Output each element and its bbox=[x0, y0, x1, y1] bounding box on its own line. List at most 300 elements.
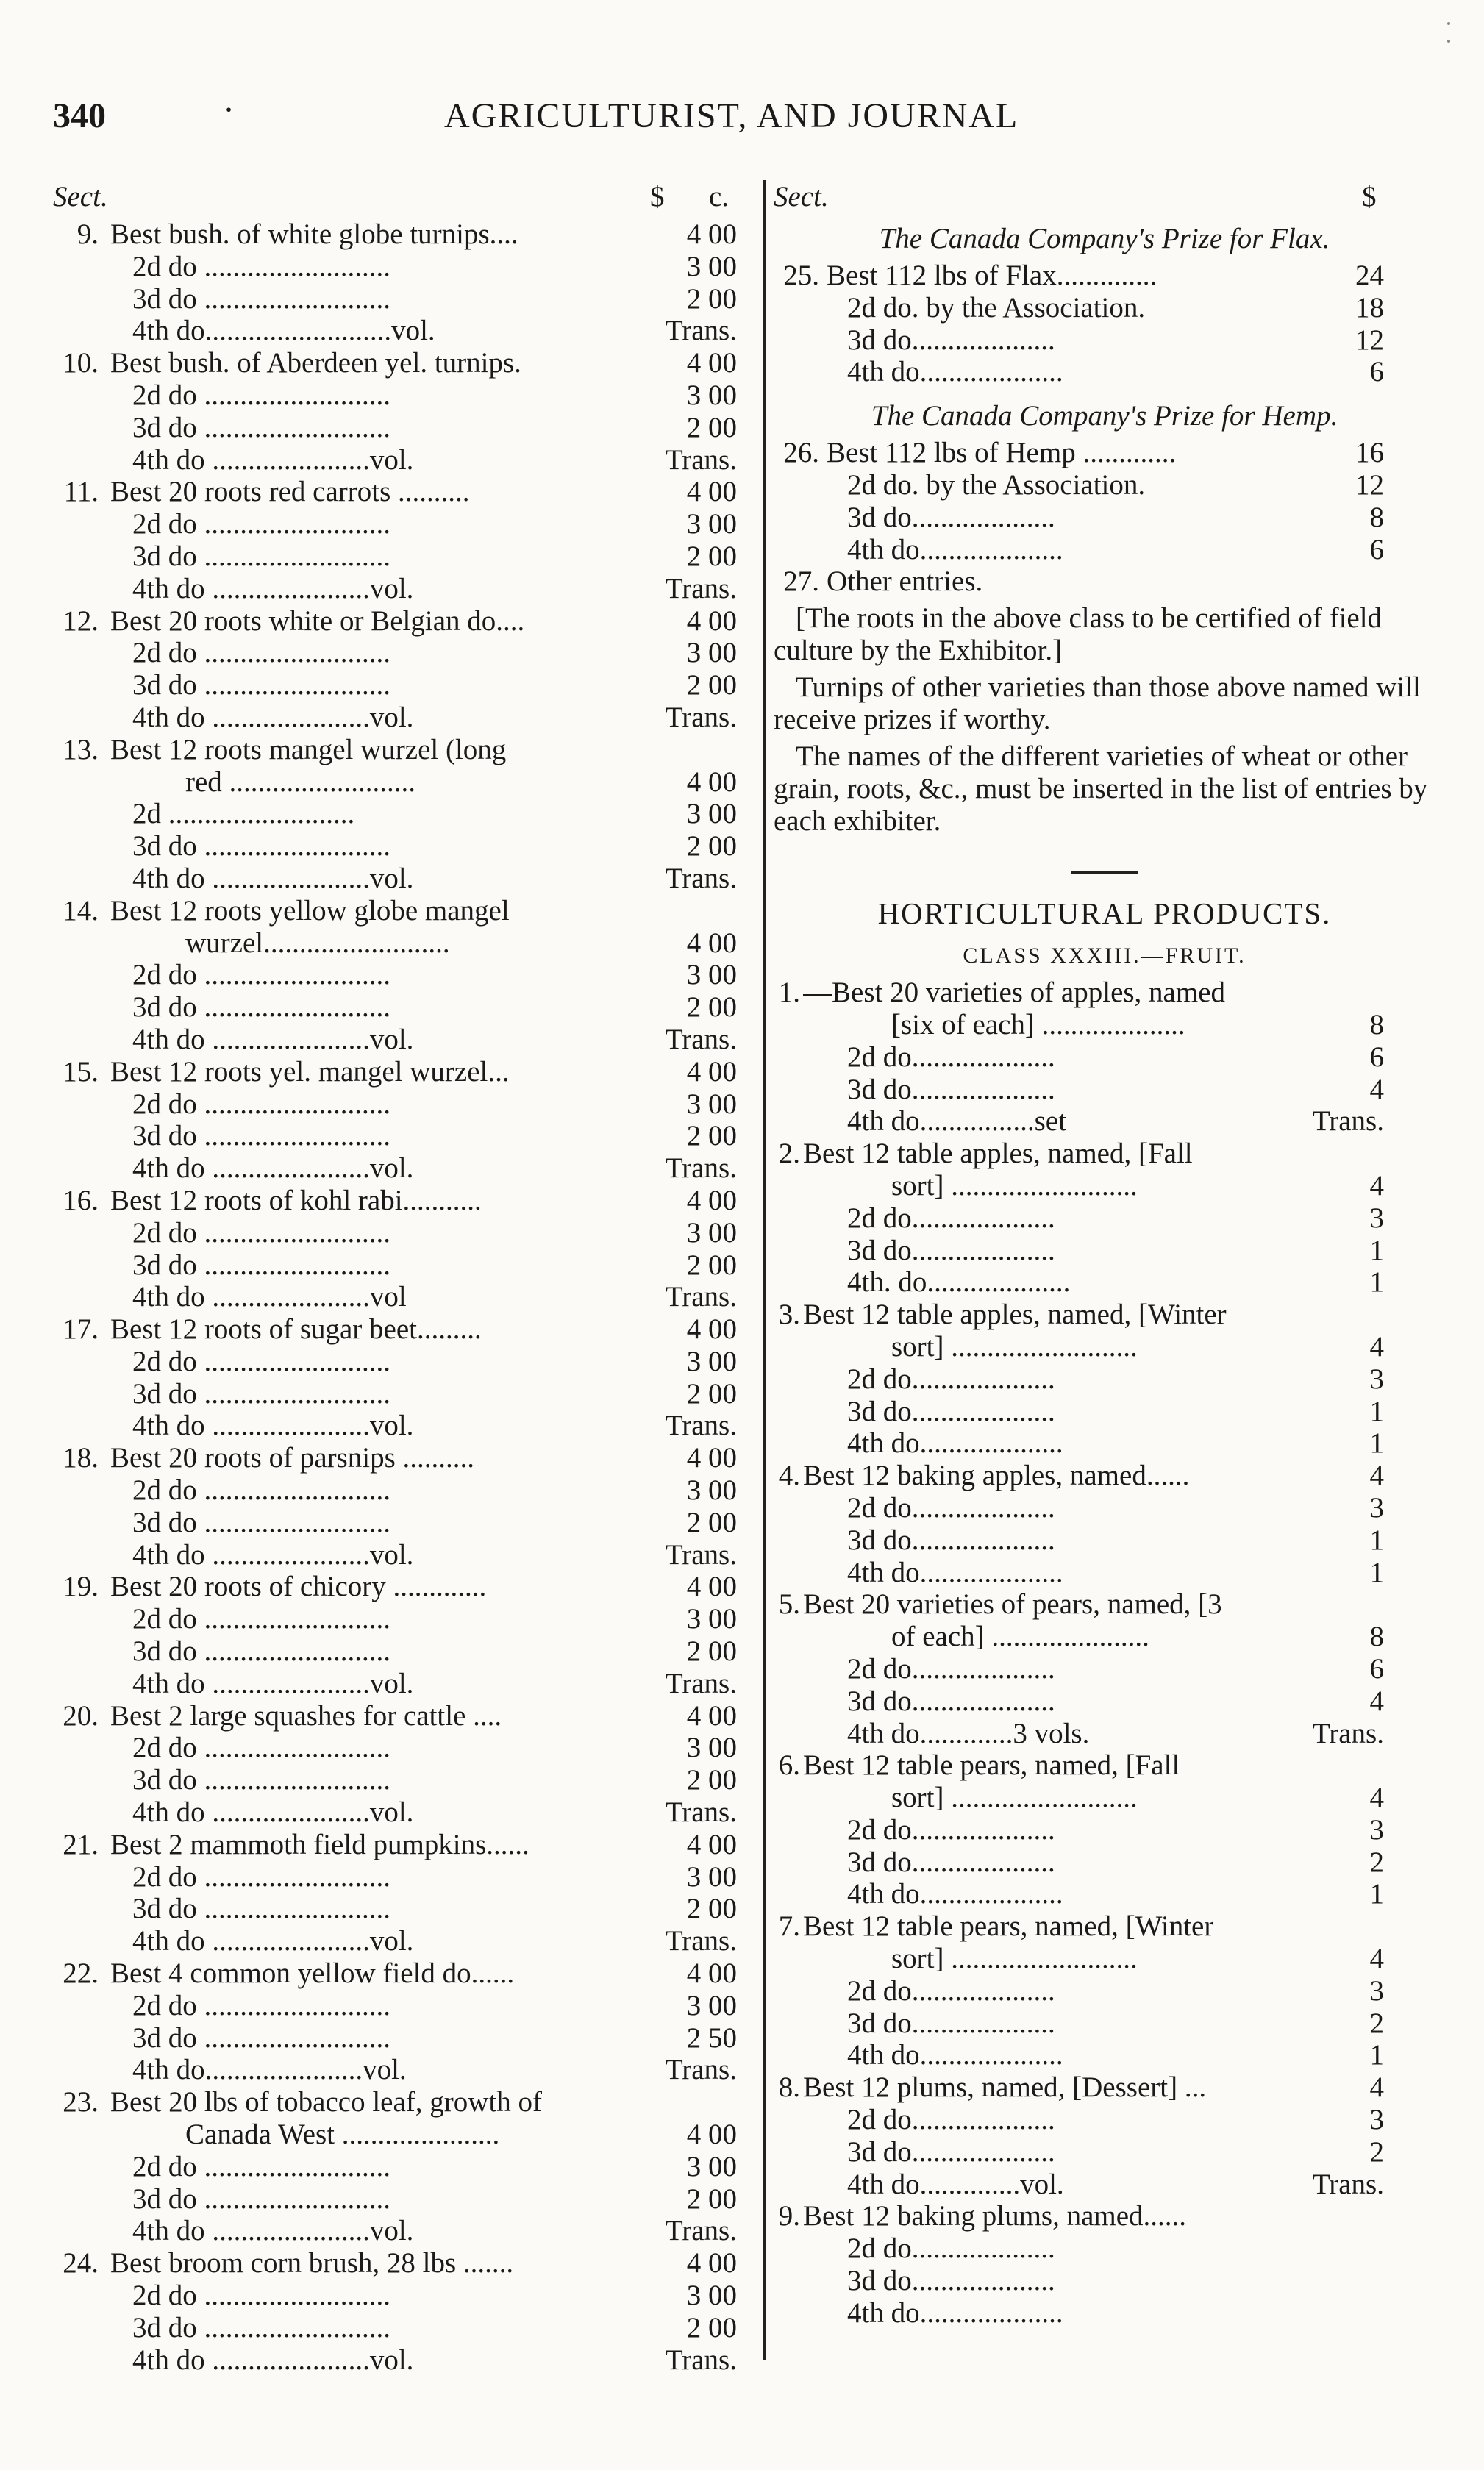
prize-place-text: 4th do ......................vol. bbox=[132, 1925, 414, 1957]
prize-row bbox=[774, 1105, 1435, 1138]
prize-row bbox=[53, 2215, 759, 2247]
prize-amount: 4 00 bbox=[686, 1699, 737, 1732]
prize-row bbox=[774, 534, 1435, 566]
prize-amount: 2 00 bbox=[686, 1120, 737, 1152]
prize-amount: 4 00 bbox=[686, 604, 737, 637]
prize-place-text: 4th do..........................vol. bbox=[132, 315, 435, 347]
prize-place-text: 2d do .......................... bbox=[132, 250, 390, 282]
prize-description: Best 112 lbs of Flax.............. bbox=[827, 260, 1157, 291]
prize-place-text: 4th do.................... bbox=[847, 2039, 1063, 2071]
prize-place-text: 3d do.................... bbox=[847, 324, 1055, 356]
prize-description: Best 20 roots of parsnips .......... bbox=[110, 1442, 475, 1474]
prize-row bbox=[53, 1668, 759, 1700]
prize-amount: 3 00 bbox=[686, 1345, 737, 1377]
prize-description: sort] .......................... bbox=[891, 1782, 1138, 1814]
section-number: 27. bbox=[783, 565, 819, 598]
prize-place-text: 2d do .......................... bbox=[132, 1860, 390, 1893]
prize-amount: 16 bbox=[1355, 437, 1384, 469]
sect-label-right: Sect. bbox=[774, 181, 829, 213]
prize-row bbox=[774, 1621, 1435, 1653]
prize-row bbox=[774, 324, 1435, 357]
prize-place-text: 3d do.................... bbox=[847, 2265, 1055, 2297]
prize-amount: 4 00 bbox=[686, 1571, 737, 1603]
prize-description: Best 12 roots mangel wurzel (long bbox=[110, 733, 507, 765]
prize-amount: 4 00 bbox=[686, 1442, 737, 1474]
prize-amount: 4 bbox=[1369, 1460, 1384, 1492]
prize-description: Best 12 roots yel. mangel wurzel... bbox=[110, 1055, 510, 1088]
prize-place-text: 3d do.................... bbox=[847, 2007, 1055, 2039]
prize-row bbox=[53, 251, 759, 283]
prize-amount: 3 00 bbox=[686, 2150, 737, 2182]
prize-description: Best 12 roots yellow globe mangel bbox=[110, 894, 510, 927]
prize-amount: 3 00 bbox=[686, 2280, 737, 2311]
prize-row bbox=[774, 1235, 1435, 1267]
prize-amount: Trans. bbox=[665, 1410, 737, 1442]
prize-place-text: 2d do .......................... bbox=[132, 637, 390, 669]
note-turnips: Turnips of other varieties than those above named will receive prizes if worthy. bbox=[774, 671, 1421, 736]
prize-row bbox=[774, 1588, 1435, 1621]
prize-row bbox=[53, 1152, 759, 1185]
prize-row bbox=[774, 2007, 1435, 2040]
prize-amount: 2 00 bbox=[686, 282, 737, 315]
prize-amount: Trans. bbox=[1312, 1105, 1384, 1138]
prize-amount: 2 bbox=[1369, 2007, 1384, 2039]
section-number: 19. bbox=[63, 1571, 99, 1603]
prize-description: Best 20 roots white or Belgian do.... bbox=[110, 604, 525, 637]
prize-place-text: 2d do.................... bbox=[847, 2104, 1055, 2136]
prize-place-text: 2d do. by the Association. bbox=[847, 468, 1146, 501]
prize-row bbox=[774, 1009, 1435, 1041]
section-number: 10. bbox=[63, 347, 99, 379]
prize-row bbox=[53, 863, 759, 895]
prize-place-text: 3d do .......................... bbox=[132, 1506, 390, 1538]
prize-row bbox=[774, 1427, 1435, 1460]
prize-amount: 1 bbox=[1369, 1266, 1384, 1299]
prize-amount: 2 50 bbox=[686, 2021, 737, 2054]
prize-description: red .......................... bbox=[185, 765, 416, 798]
prize-row bbox=[774, 2039, 1435, 2071]
prize-place-text: 3d do .......................... bbox=[132, 669, 390, 702]
section-number: 18. bbox=[63, 1442, 99, 1474]
prize-row bbox=[53, 702, 759, 734]
prize-description: Best 20 varieties of pears, named, [3 bbox=[803, 1588, 1222, 1621]
prize-amount: 4 00 bbox=[686, 347, 737, 379]
prize-amount: 6 bbox=[1369, 1652, 1384, 1685]
prize-row bbox=[53, 1539, 759, 1571]
prize-amount: 3 00 bbox=[686, 508, 737, 540]
prize-amount: 3 00 bbox=[686, 1860, 737, 1893]
prize-row bbox=[53, 1313, 759, 1346]
prize-row bbox=[774, 1396, 1435, 1428]
prize-row bbox=[774, 2136, 1435, 2169]
prize-row bbox=[53, 895, 759, 927]
sect-label: Sect. bbox=[53, 181, 108, 213]
prize-row bbox=[53, 2022, 759, 2055]
prize-row bbox=[774, 1524, 1435, 1557]
prize-description: Best 12 table pears, named, [Fall bbox=[803, 1749, 1180, 1782]
section-number: 17. bbox=[63, 1313, 99, 1346]
prize-amount: 1 bbox=[1369, 1556, 1384, 1588]
prize-row bbox=[774, 1975, 1435, 2007]
prize-amount: Trans. bbox=[665, 1925, 737, 1957]
prize-row bbox=[774, 2071, 1435, 2104]
prize-row bbox=[774, 1910, 1435, 1943]
prize-place-text: 4th do ......................vol. bbox=[132, 2344, 414, 2376]
prize-amount: 4 bbox=[1369, 1685, 1384, 1717]
prize-row bbox=[53, 766, 759, 799]
prize-place-text: 4th do.................... bbox=[847, 356, 1063, 388]
prize-place-text: 2d do .......................... bbox=[132, 1732, 390, 1764]
prize-place-text: 2d do.................... bbox=[847, 2232, 1055, 2265]
left-column-header bbox=[53, 180, 759, 218]
page-header bbox=[0, 90, 1484, 154]
prize-row bbox=[774, 1943, 1435, 1975]
prize-row bbox=[774, 1138, 1435, 1170]
prize-amount: Trans. bbox=[665, 315, 737, 347]
prize-row bbox=[53, 1185, 759, 1217]
prize-amount: 3 00 bbox=[686, 1474, 737, 1507]
prize-amount: 4 00 bbox=[686, 927, 737, 959]
prize-row bbox=[774, 1492, 1435, 1524]
margin-marks bbox=[1447, 22, 1450, 66]
prize-amount: 4 00 bbox=[686, 2119, 737, 2151]
prize-description: Best 12 table apples, named, [Winter bbox=[803, 1299, 1227, 1331]
prize-place-text: 3d do .......................... bbox=[132, 1120, 390, 1152]
header-dot: · bbox=[223, 90, 235, 129]
section-number: 21. bbox=[63, 1828, 99, 1860]
prize-row bbox=[53, 1281, 759, 1313]
prize-place-text: 4th do ......................vol. bbox=[132, 1667, 414, 1699]
prize-row bbox=[774, 1041, 1435, 1074]
prize-amount: 2 00 bbox=[686, 411, 737, 443]
prize-row bbox=[53, 1829, 759, 1861]
prize-amount: 8 bbox=[1369, 501, 1384, 533]
prize-place-text: 4th do ......................vol. bbox=[132, 1152, 414, 1185]
prize-row bbox=[53, 347, 759, 379]
prize-place-text: 2d do.................... bbox=[847, 1041, 1055, 1073]
prize-description: Best 12 roots of kohl rabi........... bbox=[110, 1184, 482, 1216]
prize-row bbox=[774, 565, 1435, 598]
currency-cents: c. bbox=[709, 181, 729, 213]
prize-row bbox=[53, 2280, 759, 2312]
section-number: 20. bbox=[63, 1699, 99, 1732]
prize-place-text: 2d do .......................... bbox=[132, 2280, 390, 2311]
prize-amount: 3 bbox=[1369, 2104, 1384, 2136]
prize-row bbox=[53, 412, 759, 444]
prize-amount: 2 00 bbox=[686, 669, 737, 702]
prize-row bbox=[774, 1202, 1435, 1235]
prize-place-text: 4th do ......................vol. bbox=[132, 1410, 414, 1442]
prize-amount: Trans. bbox=[665, 2344, 737, 2376]
prize-row bbox=[53, 2119, 759, 2151]
prize-amount: 6 bbox=[1369, 1041, 1384, 1073]
currency-dollar-right: $ bbox=[1362, 181, 1377, 213]
prize-place-text: 2d do .......................... bbox=[132, 959, 390, 991]
prize-amount: 2 00 bbox=[686, 1249, 737, 1281]
prize-row bbox=[53, 1990, 759, 2022]
prize-amount: 4 bbox=[1369, 1073, 1384, 1105]
prize-row bbox=[53, 1056, 759, 1088]
prize-place-text: 3d do .......................... bbox=[132, 282, 390, 315]
section-number: 24. bbox=[63, 2247, 99, 2280]
prize-amount: 2 00 bbox=[686, 1377, 737, 1410]
prize-row bbox=[774, 1363, 1435, 1396]
prize-amount: 24 bbox=[1355, 260, 1384, 291]
prize-amount: Trans. bbox=[665, 1667, 737, 1699]
prize-amount: Trans. bbox=[665, 2215, 737, 2247]
prize-row bbox=[774, 1170, 1435, 1202]
prize-amount: 1 bbox=[1369, 1878, 1384, 1910]
prize-row bbox=[774, 1878, 1435, 1910]
prize-row bbox=[774, 1460, 1435, 1492]
prize-amount: Trans. bbox=[665, 862, 737, 894]
prize-place-text: 3d do .......................... bbox=[132, 1893, 390, 1925]
prize-row bbox=[53, 927, 759, 960]
prize-row bbox=[53, 1764, 759, 1796]
prize-place-text: 3d do.................... bbox=[847, 2135, 1055, 2168]
prize-place-text: 4th. do.................... bbox=[847, 1266, 1071, 1299]
prize-amount: Trans. bbox=[665, 572, 737, 604]
prize-place-text: 2d do .......................... bbox=[132, 1345, 390, 1377]
prize-row bbox=[774, 469, 1435, 502]
prize-place-text: 2d do .......................... bbox=[132, 1989, 390, 2021]
prize-place-text: 3d do .......................... bbox=[132, 1249, 390, 1281]
prize-amount: 6 bbox=[1369, 533, 1384, 565]
prize-amount: 2 bbox=[1369, 2135, 1384, 2168]
flax-prize-list bbox=[774, 260, 1435, 388]
prize-description: Canada West ...................... bbox=[185, 2119, 500, 2151]
prize-row bbox=[53, 508, 759, 540]
prize-amount: 8 bbox=[1369, 1621, 1384, 1653]
prize-row bbox=[774, 1782, 1435, 1814]
prize-row bbox=[774, 2297, 1435, 2330]
prize-row bbox=[53, 2312, 759, 2344]
prize-place-text: 4th do ......................vol bbox=[132, 1281, 407, 1313]
section-number: 26. bbox=[783, 437, 819, 469]
prize-row bbox=[53, 2183, 759, 2216]
prize-description: Best 12 plums, named, [Dessert] ... bbox=[803, 2071, 1207, 2104]
prize-amount: 1 bbox=[1369, 1524, 1384, 1556]
section-number: 14. bbox=[63, 894, 99, 927]
right-column-header bbox=[774, 180, 1435, 218]
currency-dollar: $ bbox=[650, 181, 665, 213]
prize-row bbox=[774, 292, 1435, 324]
prize-row bbox=[774, 1653, 1435, 1685]
prize-place-text: 3d do.................... bbox=[847, 1234, 1055, 1266]
prize-place-text: 4th do ......................vol. bbox=[132, 443, 414, 476]
prize-place-text: 2d do .......................... bbox=[132, 1474, 390, 1507]
prize-description: sort] .......................... bbox=[891, 1169, 1138, 1202]
prize-place-text: 2d do.................... bbox=[847, 1491, 1055, 1524]
prize-amount: 2 00 bbox=[686, 540, 737, 572]
prize-row bbox=[53, 1603, 759, 1635]
prize-row bbox=[53, 2247, 759, 2280]
flax-prize-heading: The Canada Company's Prize for Flax. bbox=[879, 223, 1330, 254]
prize-row bbox=[774, 502, 1435, 534]
prize-place-text: 3d do.................... bbox=[847, 501, 1055, 533]
section-number: 9. bbox=[76, 218, 99, 250]
prize-amount: 2 00 bbox=[686, 1506, 737, 1538]
prize-place-text: 2d do.................... bbox=[847, 1652, 1055, 1685]
class-title: CLASS XXXIII.—FRUIT. bbox=[963, 943, 1246, 968]
hemp-prize-heading: The Canada Company's Prize for Hemp. bbox=[871, 400, 1338, 432]
prize-description: Other entries. bbox=[827, 565, 983, 598]
prize-description: Best 20 lbs of tobacco leaf, growth of bbox=[110, 2086, 543, 2119]
prize-row bbox=[53, 1410, 759, 1442]
prize-amount: 2 00 bbox=[686, 830, 737, 863]
prize-amount: 4 00 bbox=[686, 1957, 737, 1990]
prize-place-text: 2d do.................... bbox=[847, 1202, 1055, 1234]
prize-row bbox=[53, 1378, 759, 1410]
prize-place-text: 3d do .......................... bbox=[132, 1764, 390, 1796]
section-number: 4. bbox=[778, 1460, 800, 1492]
prize-row bbox=[53, 444, 759, 476]
prize-description: Best 20 roots red carrots .......... bbox=[110, 476, 470, 508]
prize-amount: 1 bbox=[1369, 1395, 1384, 1427]
prize-row bbox=[53, 1507, 759, 1539]
note-roots-certified: [The roots in the above class to be certified of field culture by the Exhibitor.] bbox=[774, 602, 1383, 667]
prize-row bbox=[53, 2151, 759, 2183]
prize-row bbox=[53, 1024, 759, 1056]
section-number: 15. bbox=[63, 1055, 99, 1088]
prize-amount: 3 bbox=[1369, 1491, 1384, 1524]
prize-place-text: 3d do .......................... bbox=[132, 1635, 390, 1668]
column-divider bbox=[763, 180, 766, 2360]
prize-row bbox=[774, 1074, 1435, 1106]
section-number: 1. bbox=[778, 977, 800, 1009]
prize-amount: 3 bbox=[1369, 1813, 1384, 1846]
prize-row bbox=[774, 1814, 1435, 1846]
prize-row bbox=[774, 2232, 1435, 2265]
prize-place-text: 2d do.................... bbox=[847, 1813, 1055, 1846]
prize-row bbox=[774, 1557, 1435, 1589]
prize-amount: 4 bbox=[1369, 2071, 1384, 2104]
prize-amount: 3 00 bbox=[686, 1603, 737, 1635]
prize-place-text: 3d do.................... bbox=[847, 1846, 1055, 1878]
running-title: AGRICULTURIST, AND JOURNAL bbox=[444, 96, 1019, 135]
prize-description: of each] ...................... bbox=[891, 1621, 1149, 1653]
section-number: 3. bbox=[778, 1299, 800, 1331]
prize-row bbox=[53, 830, 759, 863]
prize-amount: 2 00 bbox=[686, 2311, 737, 2344]
prize-row bbox=[53, 315, 759, 347]
prize-row bbox=[53, 1861, 759, 1893]
section-number: 13. bbox=[63, 733, 99, 765]
prize-row bbox=[53, 1635, 759, 1668]
prize-row bbox=[53, 605, 759, 638]
prize-place-text: 4th do ......................vol. bbox=[132, 1538, 414, 1571]
section-number: 11. bbox=[63, 476, 99, 508]
prize-description: Best 20 roots of chicory ............. bbox=[110, 1571, 487, 1603]
prize-row bbox=[53, 991, 759, 1024]
prize-row bbox=[774, 356, 1435, 388]
prize-row bbox=[53, 1474, 759, 1507]
prize-place-text: 4th do................set bbox=[847, 1105, 1066, 1138]
prize-amount: 3 00 bbox=[686, 798, 737, 830]
prize-place-text: 3d do .......................... bbox=[132, 2021, 390, 2054]
prize-row bbox=[53, 1925, 759, 1957]
prize-row bbox=[53, 1732, 759, 1764]
prize-amount: 4 00 bbox=[686, 1313, 737, 1346]
prize-amount: 6 bbox=[1369, 356, 1384, 388]
prize-description: Best 4 common yellow field do...... bbox=[110, 1957, 515, 1990]
prize-amount: 12 bbox=[1355, 324, 1384, 356]
prize-place-text: 2d do. by the Association. bbox=[847, 291, 1146, 324]
prize-row bbox=[53, 283, 759, 315]
prize-place-text: 2d do.................... bbox=[847, 1363, 1055, 1395]
prize-row bbox=[53, 1217, 759, 1249]
prize-row bbox=[774, 2104, 1435, 2136]
prize-amount: 3 bbox=[1369, 1363, 1384, 1395]
prize-place-text: 4th do.................... bbox=[847, 1427, 1063, 1460]
prize-description: [six of each] .................... bbox=[891, 1008, 1185, 1041]
prize-place-text: 3d do.................... bbox=[847, 1073, 1055, 1105]
prize-place-text: 2d do .......................... bbox=[132, 1088, 390, 1120]
prize-amount: 4 00 bbox=[686, 1055, 737, 1088]
prize-row bbox=[53, 379, 759, 412]
prize-row bbox=[53, 637, 759, 669]
prize-row bbox=[53, 573, 759, 605]
prize-amount: 2 00 bbox=[686, 1893, 737, 1925]
prize-row bbox=[53, 2086, 759, 2119]
prize-amount: 3 00 bbox=[686, 1216, 737, 1249]
prize-amount: 3 00 bbox=[686, 379, 737, 411]
prize-amount: 3 00 bbox=[686, 1732, 737, 1764]
prize-description: wurzel.......................... bbox=[185, 927, 450, 959]
prize-row bbox=[774, 1718, 1435, 1750]
prize-amount: Trans. bbox=[665, 1538, 737, 1571]
prize-place-text: 4th do ......................vol. bbox=[132, 572, 414, 604]
prize-row bbox=[774, 2169, 1435, 2201]
prize-amount: 3 00 bbox=[686, 1088, 737, 1120]
prize-amount: Trans. bbox=[665, 2054, 737, 2086]
prize-row bbox=[53, 2344, 759, 2377]
prize-row bbox=[774, 1846, 1435, 1879]
prize-amount: 8 bbox=[1369, 1008, 1384, 1041]
prize-place-text: 4th do.............3 vols. bbox=[847, 1717, 1090, 1749]
prize-description: Best 12 table pears, named, [Winter bbox=[803, 1910, 1214, 1943]
prize-place-text: 4th do......................vol. bbox=[132, 2054, 407, 2086]
prize-amount: Trans. bbox=[665, 1023, 737, 1055]
prize-amount: 4 00 bbox=[686, 218, 737, 250]
prize-row bbox=[774, 1749, 1435, 1782]
prize-description: Best 12 baking apples, named...... bbox=[803, 1460, 1190, 1492]
section-number: 6. bbox=[778, 1749, 800, 1782]
prize-amount: 1 bbox=[1369, 1234, 1384, 1266]
section-number: 7. bbox=[778, 1910, 800, 1943]
prize-row bbox=[53, 1120, 759, 1152]
prize-amount: Trans. bbox=[1312, 2168, 1384, 2200]
prize-row bbox=[53, 1700, 759, 1732]
prize-amount: 1 bbox=[1369, 1427, 1384, 1460]
prize-description: Best 2 mammoth field pumpkins...... bbox=[110, 1828, 529, 1860]
prize-row bbox=[774, 1331, 1435, 1363]
prize-amount: 2 00 bbox=[686, 1635, 737, 1668]
note-variety-names: The names of the different varieties of wheat or other grain, roots, &c., must be inserted in the list of entries by each exhibiter. bbox=[774, 740, 1428, 838]
prize-amount: Trans. bbox=[665, 701, 737, 733]
prize-row bbox=[774, 2265, 1435, 2297]
prize-row bbox=[53, 1442, 759, 1474]
prize-row bbox=[53, 669, 759, 702]
prize-description: Best 12 baking plums, named...... bbox=[803, 2200, 1187, 2232]
prize-row bbox=[53, 1571, 759, 1603]
prize-place-text: 4th do.................... bbox=[847, 2296, 1063, 2329]
prize-place-text: 3d do .......................... bbox=[132, 1377, 390, 1410]
prize-amount: 2 00 bbox=[686, 2182, 737, 2215]
prize-place-text: 3d do .......................... bbox=[132, 2182, 390, 2215]
prize-amount: 3 bbox=[1369, 1202, 1384, 1234]
prize-row bbox=[774, 260, 1435, 292]
